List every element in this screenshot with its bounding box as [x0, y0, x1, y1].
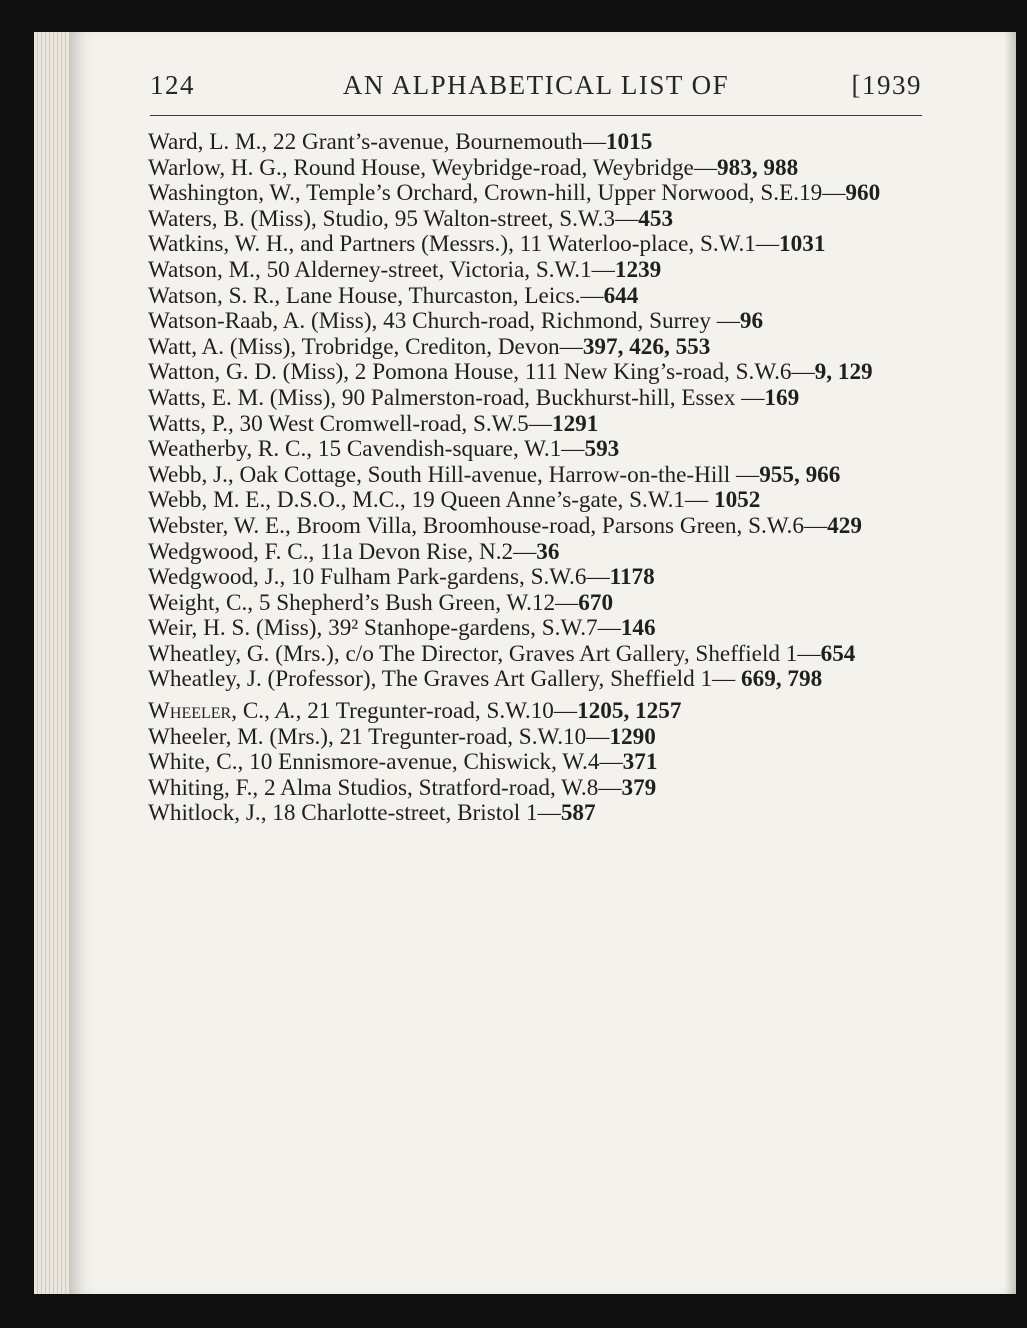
list-item: Watton, G. D. (Miss), 2 Pomona House, 111 New King’s-road, S.W.6—9, 129	[148, 359, 873, 386]
list-item: Watson-Raab, A. (Miss), 43 Church-road, Richmond, Surrey —96	[148, 308, 764, 335]
entry-list	[148, 130, 920, 827]
list-item: Whiting, F., 2 Alma Studios, Stratford-road, W.8—379	[148, 774, 657, 801]
list-item: Weight, C., 5 Shepherd’s Bush Green, W.12—670	[148, 589, 614, 616]
running-head	[150, 70, 922, 110]
list-item: Warlow, H. G., Round House, Weybridge-road, Weybridge—983, 988	[148, 154, 799, 181]
list-item: Weatherby, R. C., 15 Cavendish-square, W.1—593	[148, 436, 620, 463]
list-item: Wheatley, G. (Mrs.), c/o The Director, Graves Art Gallery, Sheffield 1—654	[148, 640, 856, 667]
list-item: Watts, P., 30 West Cromwell-road, S.W.5—1291	[148, 410, 599, 437]
list-item: Watson, M., 50 Alderney-street, Victoria, S.W.1—1239	[148, 256, 662, 283]
page-gutter-shadow	[1004, 32, 1016, 1294]
list-item: Watson, S. R., Lane House, Thurcaston, Leics.—644	[148, 282, 639, 309]
page-number: 124	[150, 70, 195, 100]
header-rule	[150, 115, 922, 116]
list-item: Wheatley, J. (Professor), The Graves Art Gallery, Sheffield 1— 669, 798	[148, 666, 823, 693]
list-item: Watt, A. (Miss), Trobridge, Crediton, Devon—397, 426, 553	[148, 333, 711, 360]
list-item: Watts, E. M. (Miss), 90 Palmerston-road, Buckhurst-hill, Essex —169	[148, 384, 800, 411]
list-item: Ward, L. M., 22 Grant’s-avenue, Bournemouth—1015	[148, 129, 653, 155]
list-item: Watkins, W. H., and Partners (Messrs.), 11 Waterloo-place, S.W.1—1031	[148, 231, 826, 258]
list-item: Wheeler, M. (Mrs.), 21 Tregunter-road, S.W.10—1290	[148, 723, 656, 750]
list-item: Webb, J., Oak Cottage, South Hill-avenue, Harrow-on-the-Hill —955, 966	[148, 461, 841, 488]
list-item: Wedgwood, F. C., 11a Devon Rise, N.2—36	[148, 538, 560, 565]
page-title: AN ALPHABETICAL LIST OF	[342, 70, 730, 100]
list-item: Whitlock, J., 18 Charlotte-street, Bristol 1—587	[148, 800, 596, 827]
list-item: Weir, H. S. (Miss), 39² Stanhope-gardens, S.W.7—146	[148, 615, 656, 642]
list-item: Washington, W., Temple’s Orchard, Crown-hill, Upper Norwood, S.E.19—960	[148, 180, 881, 207]
list-item: Waters, B. (Miss), Studio, 95 Walton-street, S.W.3—453	[148, 205, 674, 232]
list-item: Webb, M. E., D.S.O., M.C., 19 Queen Anne’s-gate, S.W.1— 1052	[148, 487, 761, 514]
list-item-associate: Wheeler, C., A., 21 Tregunter-road, S.W.10—1205, 1257	[148, 698, 682, 725]
list-item: White, C., 10 Ennismore-avenue, Chiswick, W.4—371	[148, 749, 658, 776]
year-marker: [1939	[851, 70, 922, 100]
list-item: Webster, W. E., Broom Villa, Broomhouse-road, Parsons Green, S.W.6—429	[148, 512, 862, 539]
list-item: Wedgwood, J., 10 Fulham Park-gardens, S.W.6—1178	[148, 564, 655, 591]
